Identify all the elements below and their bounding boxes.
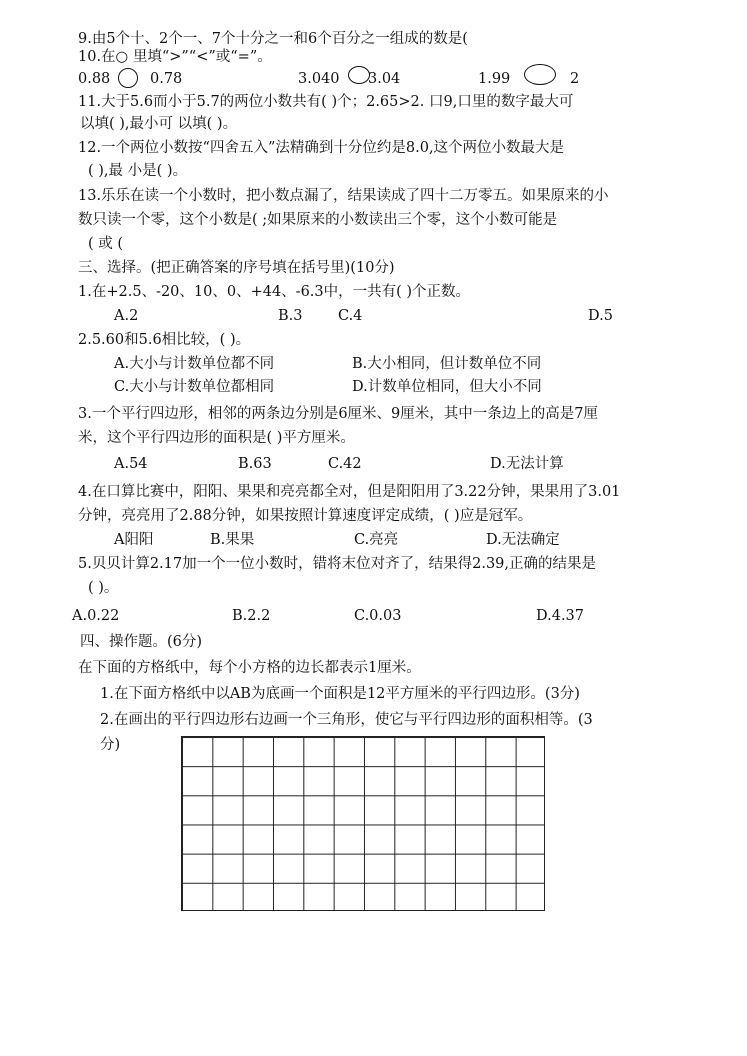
choice-q3-line-2: 米，这个平行四边形的面积是( )平方厘米。 [78, 430, 355, 446]
q10-item-3-left: 1.99 [478, 71, 511, 87]
question-11-line-1: 11.大于5.6而小于5.7的两位小数共有( )个；2.65>2. 口9,口里的数字最大可 [78, 94, 574, 110]
choice-q5-opt-d[interactable]: D.4.37 [536, 608, 585, 624]
q10-item-2-left: 3.040 [298, 71, 340, 87]
choice-q1-opt-c[interactable]: C.4 [338, 308, 363, 324]
question-13-line-3: ( 或 ( [88, 236, 124, 252]
choice-q4-opt-c[interactable]: C.亮亮 [354, 532, 399, 548]
section-3-title: 三、选择。(把正确答案的序号填在括号里)(10分) [78, 260, 395, 276]
q10-item-1-left: 0.88 [78, 71, 111, 87]
choice-q3-opt-c[interactable]: C.42 [328, 456, 362, 472]
question-9: 9.由5个十、2个一、7个十分之一和6个百分之一组成的数是( [78, 31, 468, 47]
question-12-line-2: ( ),最 小是( )。 [88, 163, 188, 179]
choice-q1-opt-a[interactable]: A.2 [114, 308, 139, 324]
q10-compare-circle-3[interactable] [524, 64, 556, 85]
choice-q3-opt-b[interactable]: B.63 [238, 456, 272, 472]
choice-q2-opt-d[interactable]: D.计数单位相同，但大小不同 [352, 379, 542, 395]
section-4-task-2-line-1: 2.在画出的平行四边形右边画一个三角形，使它与平行四边形的面积相等。(3 [100, 712, 593, 728]
choice-q3-line-1: 3.一个平行四边形，相邻的两条边分别是6厘米、9厘米，其中一条边上的高是7厘 [78, 406, 599, 422]
q10-compare-circle-1[interactable] [118, 68, 138, 88]
choice-q3-opt-a[interactable]: A.54 [114, 456, 148, 472]
choice-q3-opt-d[interactable]: D.无法计算 [490, 456, 564, 472]
choice-q4-line-1: 4.在口算比赛中，阳阳、果果和亮亮都全对，但是阳阳用了3.22分钟，果果用了3.01 [78, 484, 621, 500]
choice-q2: 2.5.60和5.6相比较，( )。 [78, 332, 251, 348]
choice-q2-opt-a[interactable]: A.大小与计数单位都不同 [114, 356, 275, 372]
section-4-title: 四、操作题。(6分) [80, 634, 203, 650]
choice-q4-line-2: 分钟，亮亮用了2.88分钟，如果按照计算速度评定成绩，( )应是冠军。 [78, 508, 533, 524]
question-13-line-1: 13.乐乐在读一个小数时，把小数点漏了，结果读成了四十二万零五。如果原来的小 [78, 188, 609, 204]
q10-item-3-right: 2 [570, 71, 580, 87]
choice-q1: 1.在+2.5、-20、10、0、+44、-6.3中，一共有( )个正数。 [78, 284, 471, 300]
choice-q1-opt-b[interactable]: B.3 [278, 308, 303, 324]
choice-q4-opt-b[interactable]: B.果果 [210, 532, 255, 548]
choice-q2-opt-b[interactable]: B.大小相同，但计数单位不同 [352, 356, 542, 372]
section-4-task-1: 1.在下面方格纸中以AB为底画一个面积是12平方厘米的平行四边形。(3分) [100, 686, 580, 702]
question-13-line-2: 数只读一个零，这个小数是( ;如果原来的小数读出三个零，这个小数可能是 [78, 212, 558, 228]
choice-q5-line-2: ( )。 [88, 580, 119, 596]
choice-q5-opt-b[interactable]: B.2.2 [232, 608, 271, 624]
choice-q4-opt-d[interactable]: D.无法确定 [486, 532, 560, 548]
section-4-task-2-line-2: 分) [100, 737, 121, 753]
choice-q5-opt-a[interactable]: A.0.22 [72, 608, 120, 624]
section-4-intro: 在下面的方格纸中，每个小方格的边长都表示1厘米。 [78, 660, 421, 676]
choice-q4-opt-a[interactable]: A阳阳 [114, 532, 154, 548]
q10-compare-circle-2[interactable] [348, 66, 370, 84]
question-10: 10.在○ 里填“>”“<”或“=”。 [78, 49, 272, 65]
q10-item-2-right: 3.04 [368, 71, 401, 87]
question-11-line-2: 以填( ),最小可 以填( )。 [80, 116, 238, 132]
q10-item-1-right: 0.78 [150, 71, 183, 87]
choice-q5-opt-c[interactable]: C.0.03 [354, 608, 402, 624]
choice-q1-opt-d[interactable]: D.5 [588, 308, 613, 324]
choice-q2-opt-c[interactable]: C.大小与计数单位都相同 [114, 379, 275, 395]
choice-q5-line-1: 5.贝贝计算2.17加一个一位小数时，错将末位对齐了，结果得2.39,正确的结果是 [78, 556, 597, 572]
question-12-line-1: 12.一个两位小数按“四舍五入”法精确到十分位约是8.0,这个两位小数最大是 [78, 140, 565, 156]
grid-paper[interactable] [181, 736, 545, 911]
